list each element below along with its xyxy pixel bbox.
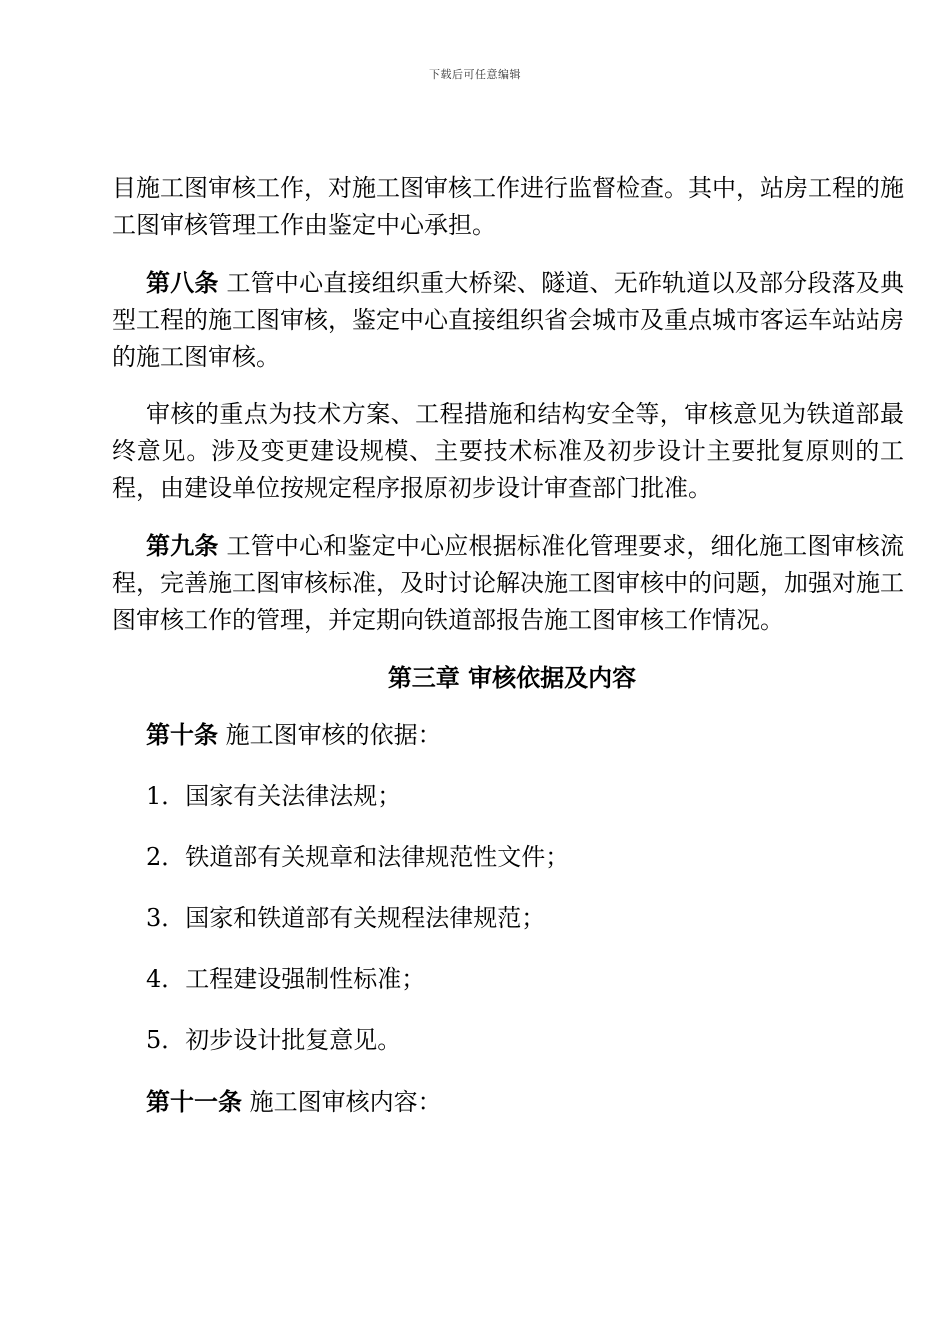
article-9-text: 工管中心和鉴定中心应根据标准化管理要求，细化施工图审核流程，完善施工图审核标准，及时讨论解决施工图审核中的问题，加强对施工图审核工作的管理，并定期向铁道部报告施工图审核工作情况。 xyxy=(112,532,904,634)
list-item: 5．初步设计批复意见。 xyxy=(146,1026,402,1054)
article-10-title: 第十条 xyxy=(146,720,218,749)
article-9 xyxy=(112,527,904,639)
review-focus-paragraph: 审核的重点为技术方案、工程措施和结构安全等，审核意见为铁道部最终意见。涉及变更建设规模、主要技术标准及初步设计主要批复原则的工程，由建设单位按规定程序报原初步设计审查部门批准。 xyxy=(112,400,904,502)
list-item: 2．铁道部有关规章和法律规范性文件； xyxy=(146,843,570,871)
article-8-title: 第八条 xyxy=(146,268,219,297)
article-8 xyxy=(112,264,904,376)
list-item: 3．国家和铁道部有关规程法律规范； xyxy=(146,904,546,932)
list-item: 1．国家有关法律法规； xyxy=(146,782,402,810)
article-11-title: 第十一条 xyxy=(146,1087,242,1116)
article-11 xyxy=(112,1083,904,1121)
header-note: 下载后可任意编辑 xyxy=(429,68,521,81)
chapter-heading: 第三章 审核依据及内容 xyxy=(387,663,637,692)
article-11-text: 施工图审核内容： xyxy=(242,1088,442,1116)
paragraph-continuation: 目施工图审核工作，对施工图审核工作进行监督检查。其中，站房工程的施工图审核管理工作由鉴定中心承担。 xyxy=(112,174,904,239)
article-9-title: 第九条 xyxy=(146,531,219,560)
list-item: 4．工程建设强制性标准； xyxy=(146,965,426,993)
article-10 xyxy=(112,716,904,754)
article-10-text: 施工图审核的依据： xyxy=(218,721,442,749)
document-body xyxy=(112,170,904,1141)
article-8-text: 工管中心直接组织重大桥梁、隧道、无砟轨道以及部分段落及典型工程的施工图审核，鉴定中心直接组织省会城市及重点城市客运车站站房的施工图审核。 xyxy=(112,269,904,371)
